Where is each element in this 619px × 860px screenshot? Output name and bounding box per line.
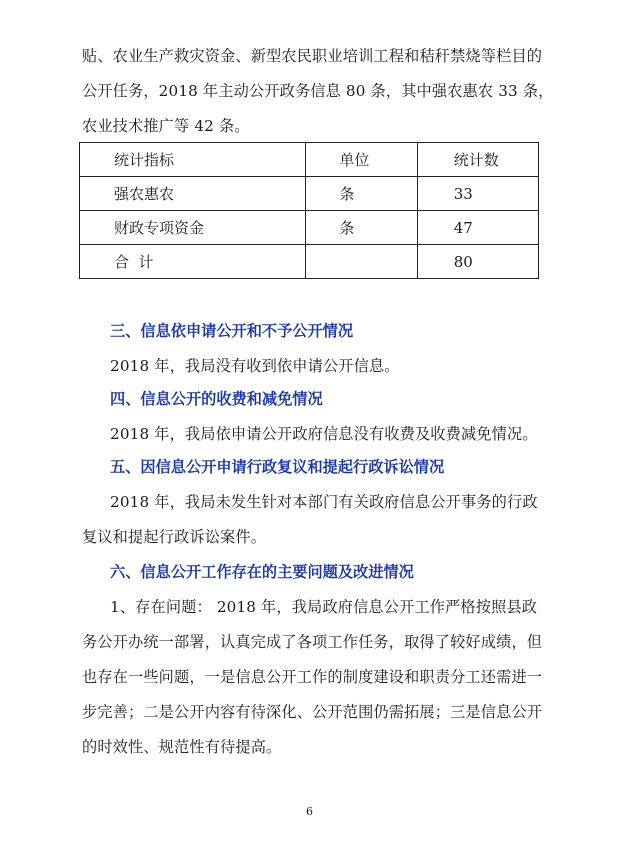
section-text: 1、存在问题： 2018 年，我局政府信息公开工作严格按照县政 bbox=[110, 598, 538, 616]
section-text: 复议和提起行政诉讼案件。 bbox=[82, 528, 267, 546]
section-text: 2018 年，我局未发生针对本部门有关政府信息公开事务的行政 bbox=[110, 493, 538, 511]
section-text: 2018 年，我局没有收到依申请公开信息。 bbox=[110, 357, 400, 375]
table-cell: 强农惠农 bbox=[80, 177, 306, 211]
section-text: 2018 年，我局依申请公开政府信息没有收费及收费减免情况。 bbox=[110, 425, 538, 443]
intro-line: 公开任务，2018 年主动公开政务信息 80 条，其中强农惠农 33 条， bbox=[82, 82, 554, 100]
section-text: 步完善；二是公开内容有待深化、公开范围仍需拓展；三是信息公开 bbox=[82, 703, 543, 721]
table-cell: 合 计 bbox=[80, 245, 306, 279]
section-heading: 六、信息公开工作存在的主要问题及改进情况 bbox=[110, 563, 414, 581]
table-cell: 80 bbox=[417, 245, 538, 279]
page-number: 6 bbox=[306, 805, 313, 818]
table-cell: 33 bbox=[417, 177, 538, 211]
intro-line: 贴、农业生产救灾资金、新型农民职业培训工程和秸秆禁烧等栏目的 bbox=[82, 47, 543, 65]
table-header-cell: 统计指标 bbox=[80, 143, 306, 177]
table-cell: 条 bbox=[306, 177, 417, 211]
table-header-row bbox=[80, 143, 539, 177]
section-heading: 三、信息依申请公开和不予公开情况 bbox=[110, 322, 353, 340]
table-header-cell: 单位 bbox=[306, 143, 417, 177]
section-text: 也存在一些问题，一是信息公开工作的制度建设和职责分工还需进一 bbox=[82, 668, 543, 686]
intro-line: 农业技术推广等 42 条。 bbox=[82, 117, 250, 135]
table-cell: 财政专项资金 bbox=[80, 211, 306, 245]
section-heading: 四、信息公开的收费和减免情况 bbox=[110, 390, 323, 408]
table-row bbox=[80, 211, 539, 245]
table-row bbox=[80, 177, 539, 211]
statistics-table bbox=[79, 142, 539, 279]
section-text: 务公开办统一部署，认真完成了各项工作任务，取得了较好成绩，但 bbox=[82, 633, 543, 651]
table-header-cell: 统计数 bbox=[417, 143, 538, 177]
table-cell bbox=[306, 245, 417, 279]
table-cell: 条 bbox=[306, 211, 417, 245]
section-heading: 五、因信息公开申请行政复议和提起行政诉讼情况 bbox=[110, 458, 445, 476]
table-cell: 47 bbox=[417, 211, 538, 245]
table-row-total bbox=[80, 245, 539, 279]
section-text: 的时效性、规范性有待提高。 bbox=[82, 738, 282, 756]
